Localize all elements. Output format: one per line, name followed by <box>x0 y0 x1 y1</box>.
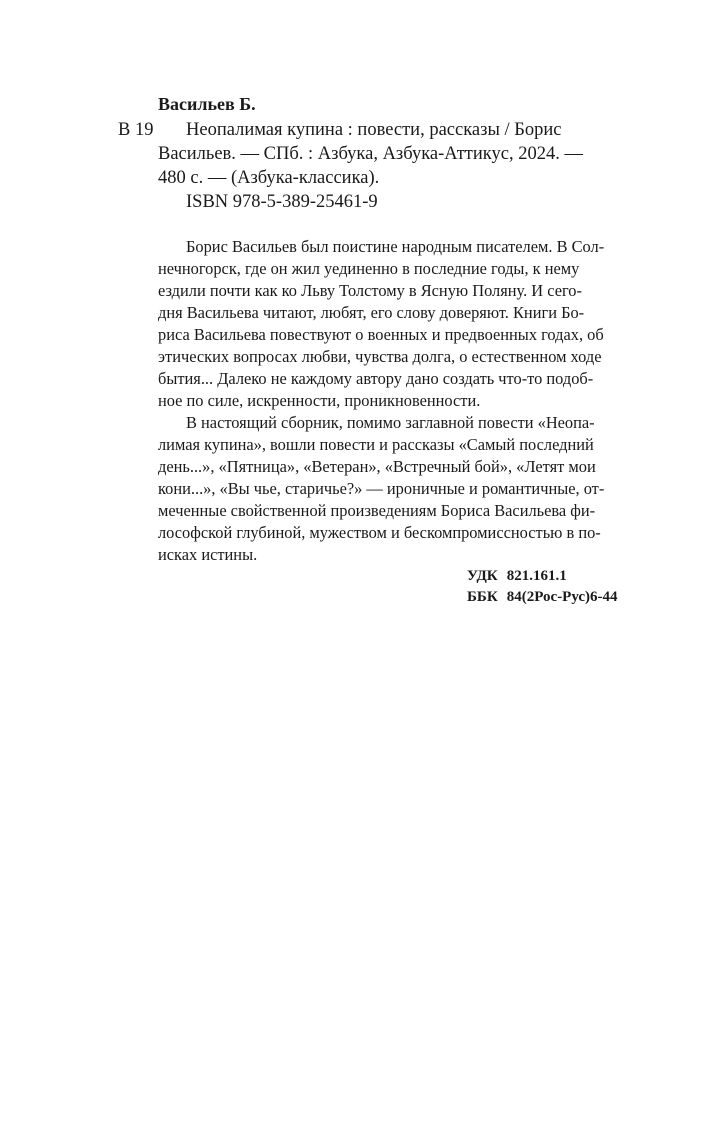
paragraph-line: риса Васильева повествуют о военных и предвоенных годах, об <box>158 325 604 344</box>
paragraph-line: В настоящий сборник, помимо заглавной повести «Неопа- <box>186 413 595 432</box>
paragraph-line: лософской глубиной, мужеством и бескомпромиссностью в по- <box>158 523 601 542</box>
paragraph-line: бытия... Далеко не каждому автору дано создать что-то подоб- <box>158 369 594 388</box>
udk-row <box>467 566 618 587</box>
paragraph-line: ездили почти как ко Льву Толстому в Ясную Поляну. И сего- <box>158 281 582 300</box>
paragraph-line: этических вопросах любви, чувства долга, о естественном ходе <box>158 347 602 366</box>
paragraph-line: нечногорск, где он жил уединенно в последние годы, к нему <box>158 259 580 278</box>
paragraph-line: Борис Васильев был поистине народным писателем. В Сол- <box>186 237 605 256</box>
bbk-label: ББК <box>467 589 498 605</box>
udk-label: УДК <box>467 568 498 584</box>
title-line: Неопалимая купина : повести, рассказы / Борис <box>186 120 562 140</box>
bbk-value: 84(2Рос-Рус)6-44 <box>506 589 618 605</box>
paragraph-line: лимая купина», вошли повести и рассказы «Самый последний <box>158 435 594 454</box>
udk-value: 821.161.1 <box>506 568 567 584</box>
paragraph-line: исках истины. <box>158 545 258 564</box>
title-line: Васильев. — СПб. : Азбука, Азбука-Аттикус, 2024. — <box>158 144 583 164</box>
classification-block <box>467 566 618 608</box>
paragraph-line: дня Васильева читают, любят, его слову доверяют. Книги Бо- <box>158 303 585 322</box>
bbk-row <box>467 587 618 608</box>
author-code: В 19 <box>118 120 154 140</box>
paragraph-line: день...», «Пятница», «Ветеран», «Встречный бой», «Летят мои <box>158 457 596 476</box>
isbn: ISBN 978-5-389-25461-9 <box>186 192 378 212</box>
paragraph-line: ное по силе, искренности, проникновенности. <box>158 391 481 410</box>
author-name: Васильев Б. <box>158 94 256 114</box>
paragraph-line: кони...», «Вы чье, старичье?» — ироничные и романтичные, от- <box>158 479 605 498</box>
paragraph-line: меченные свойственной произведениям Бориса Васильева фи- <box>158 501 596 520</box>
title-line: 480 с. — (Азбука-классика). <box>158 168 380 188</box>
